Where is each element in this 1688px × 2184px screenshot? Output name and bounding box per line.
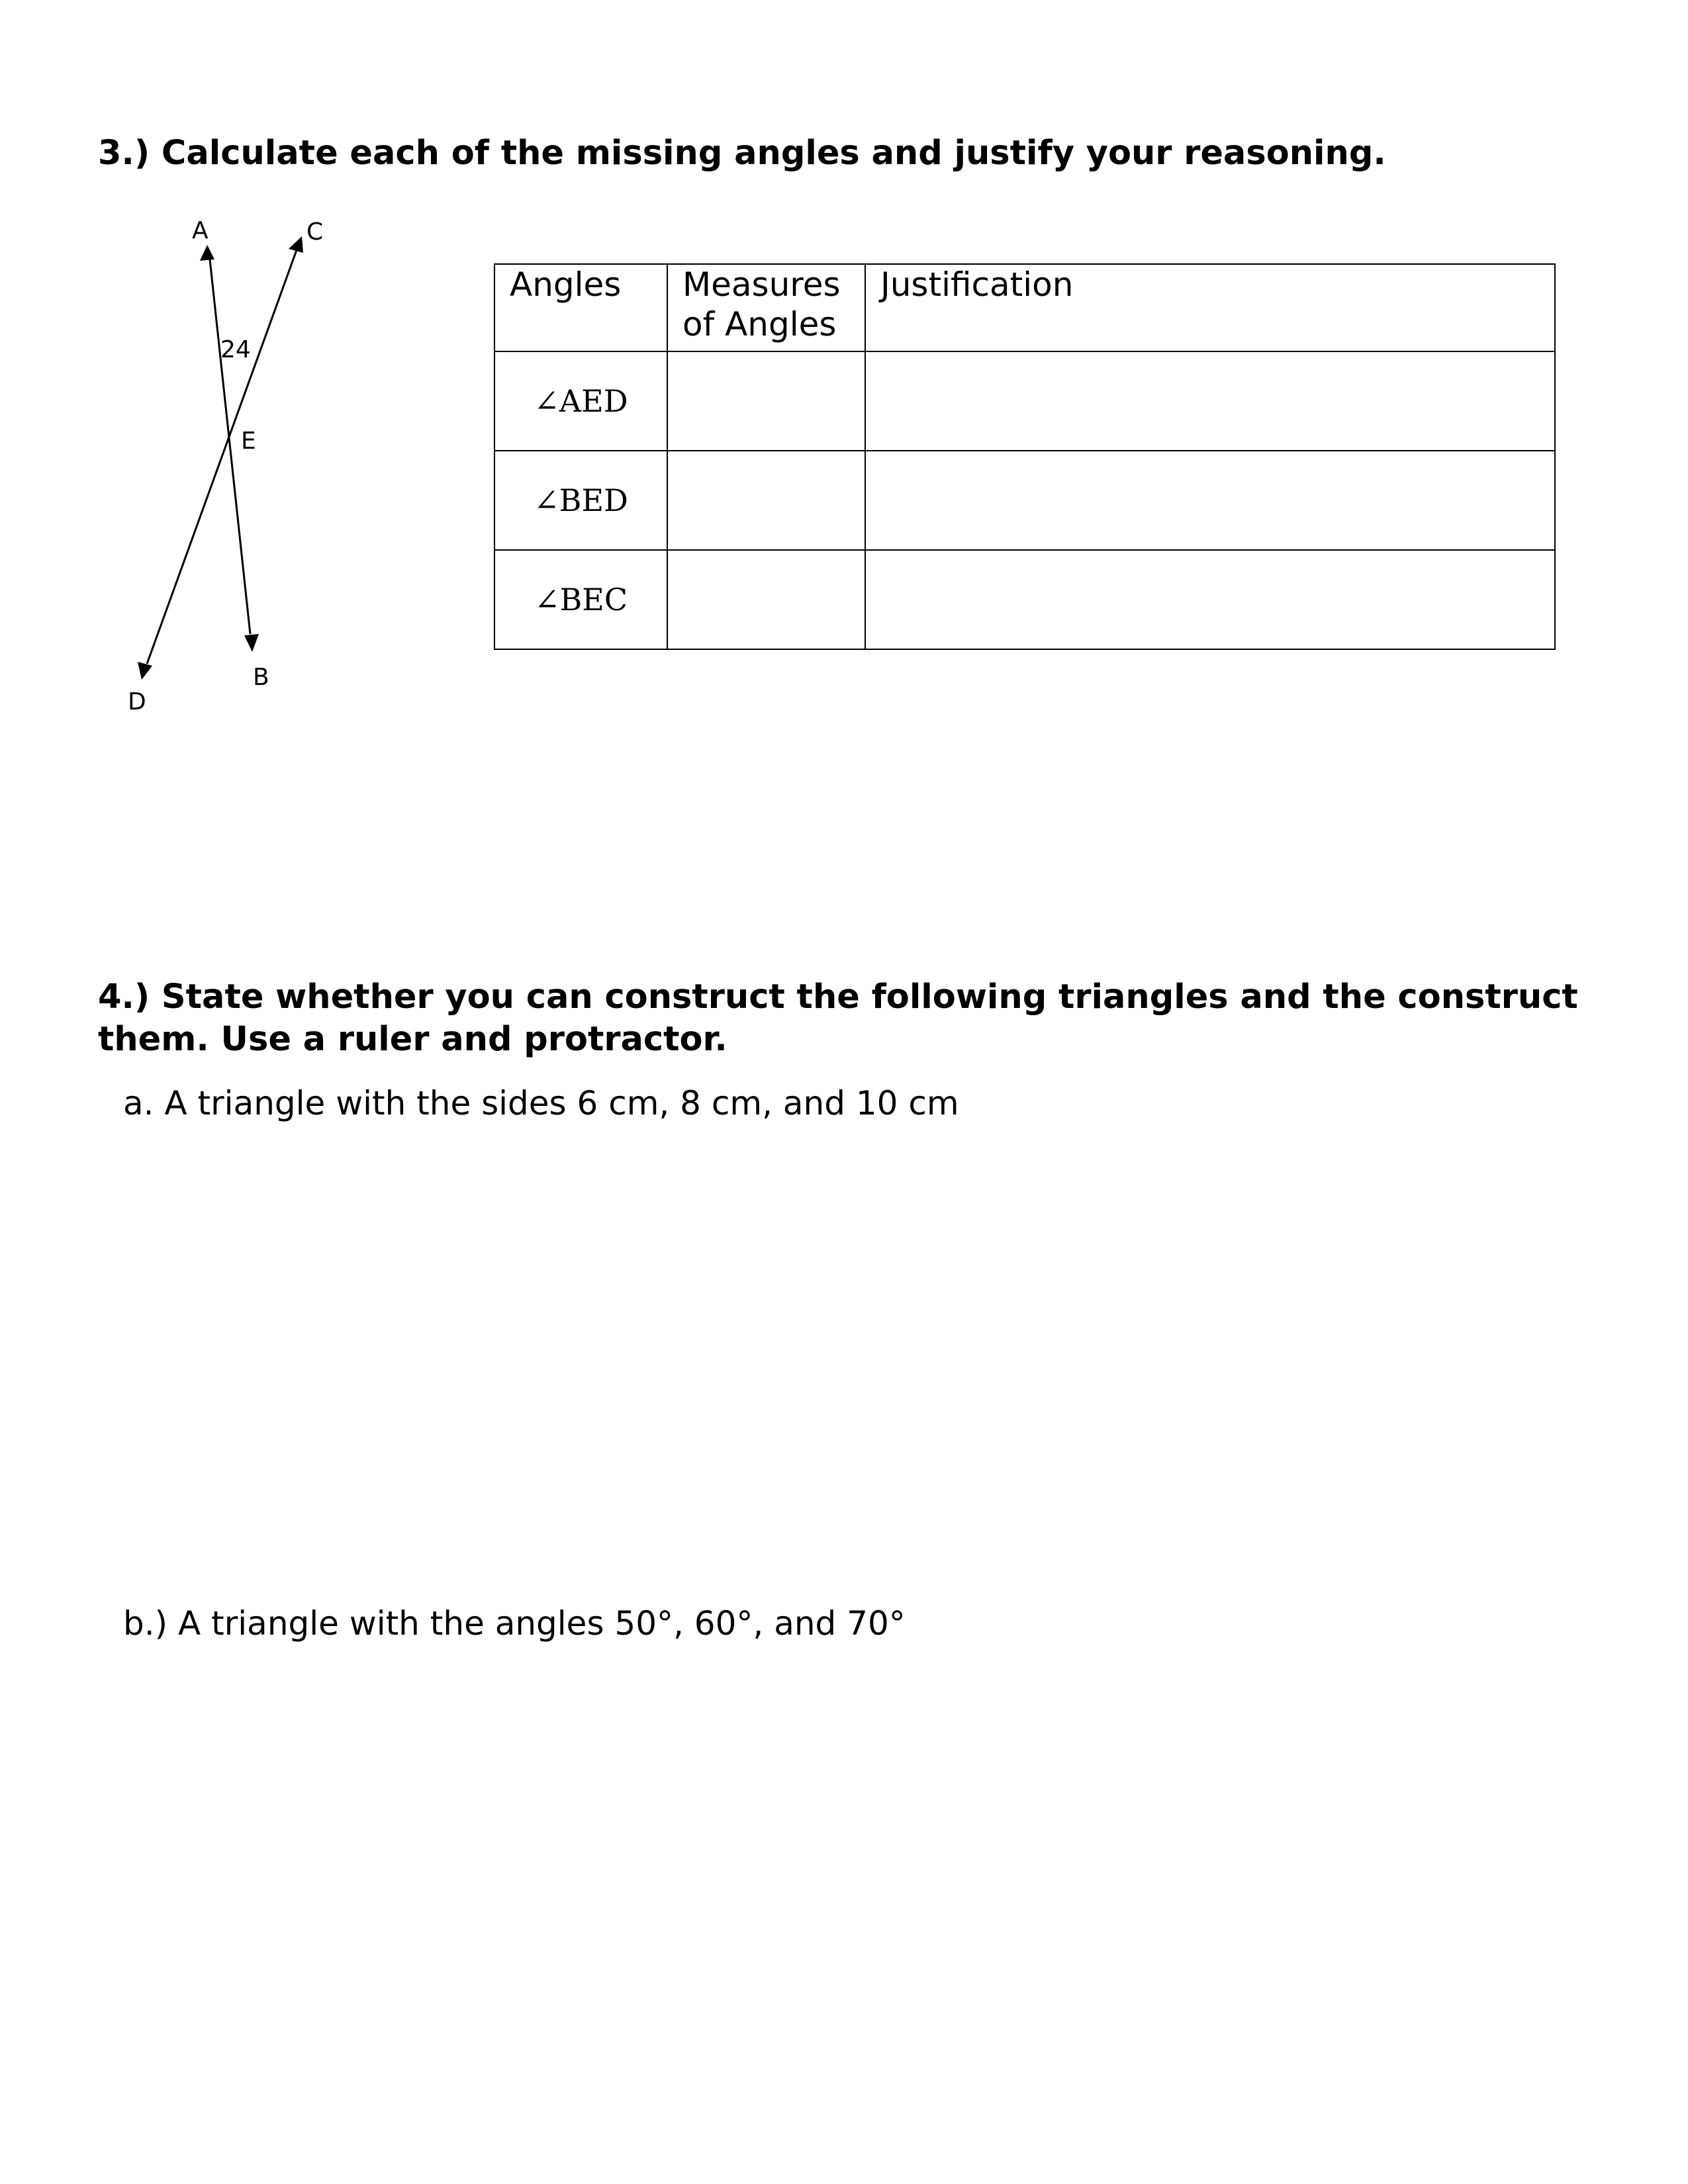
point-label-a: A [192, 217, 209, 244]
point-label-d: D [128, 688, 146, 715]
point-label-c: C [306, 218, 324, 246]
angle-cell: ∠BEC [494, 550, 667, 649]
table-row [494, 351, 1555, 451]
measure-cell[interactable] [667, 451, 865, 550]
angle-cell: ∠AED [494, 351, 667, 451]
arrowhead-c [289, 236, 303, 253]
justification-cell[interactable] [865, 550, 1555, 649]
point-label-b: B [253, 664, 269, 691]
justification-cell[interactable] [865, 451, 1555, 550]
question-4-title-line-1: 4.) State whether you can construct the following triangles and the construct [98, 978, 1578, 1017]
question-4-title [98, 976, 1578, 1061]
header-justification: Justification [865, 264, 1555, 351]
header-angles: Angles [494, 264, 667, 351]
question-4-part-a: a. A triangle with the sides 6 cm, 8 cm, and 10 cm [123, 1084, 959, 1122]
angles-table [494, 263, 1556, 650]
angle-cell: ∠BED [494, 451, 667, 550]
question-3-title: 3.) Calculate each of the missing angles and justify your reasoning. [98, 134, 1386, 173]
measure-cell[interactable] [667, 351, 865, 451]
header-measures: Measures of Angles [667, 264, 865, 351]
arrowhead-a [200, 245, 214, 261]
arrowhead-b [244, 634, 259, 652]
question-4-part-b: b.) A triangle with the angles 50°, 60°, and 70° [123, 1604, 906, 1643]
question-4-title-line-2: them. Use a ruler and protractor. [98, 1020, 727, 1059]
justification-cell[interactable] [865, 351, 1555, 451]
point-label-e: E [241, 428, 256, 455]
measure-cell[interactable] [667, 550, 865, 649]
table-header-row [494, 264, 1555, 351]
intersecting-lines-diagram [0, 0, 397, 741]
arrowhead-d [138, 662, 152, 680]
table-row [494, 550, 1555, 649]
table-row [494, 451, 1555, 550]
angle-value-label: 24 [220, 336, 251, 363]
line-cd [147, 250, 297, 664]
